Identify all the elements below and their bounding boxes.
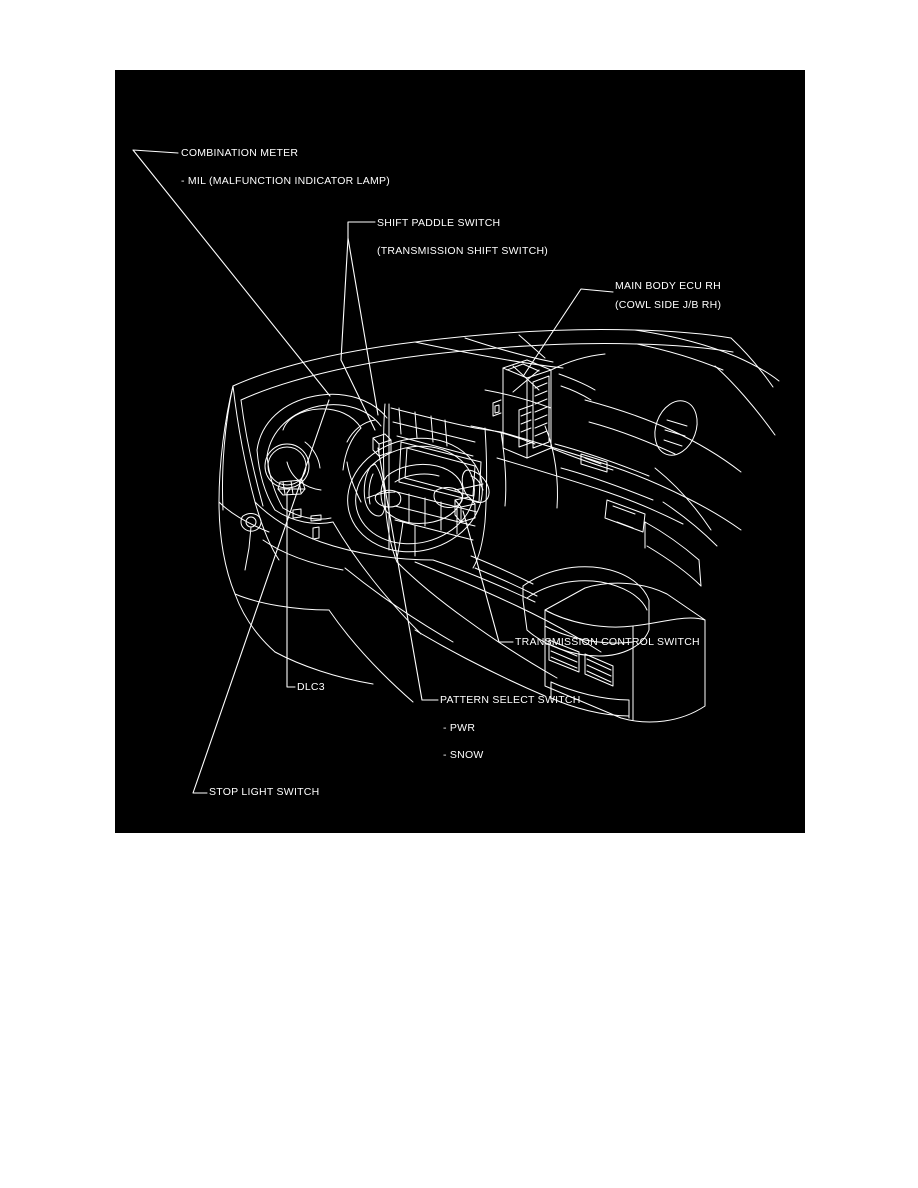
callout-transmission-shift-switch: (TRANSMISSION SHIFT SWITCH) (377, 245, 549, 257)
callout-combination-meter: COMBINATION METER (181, 147, 299, 159)
callout-pattern-select-snow: - SNOW (443, 749, 484, 761)
dashboard-artwork (219, 330, 779, 723)
callout-transmission-control-switch: TRANSMISSION CONTROL SWITCH (515, 636, 700, 648)
callout-stop-light-switch: STOP LIGHT SWITCH (209, 786, 320, 798)
callout-dlc3: DLC3 (297, 681, 325, 693)
callout-shift-paddle-switch: SHIFT PADDLE SWITCH (377, 217, 501, 229)
callout-cowl-side-jb-rh: (COWL SIDE J/B RH) (615, 299, 722, 311)
callout-main-body-ecu-rh: MAIN BODY ECU RH (615, 280, 721, 292)
figure-panel (115, 70, 805, 833)
callout-pattern-select-pwr: - PWR (443, 722, 476, 734)
main-body-ecu-detail (493, 360, 551, 458)
callout-combination-meter-mil: - MIL (MALFUNCTION INDICATOR LAMP) (181, 175, 390, 187)
callout-pattern-select-switch: PATTERN SELECT SWITCH (440, 694, 581, 706)
